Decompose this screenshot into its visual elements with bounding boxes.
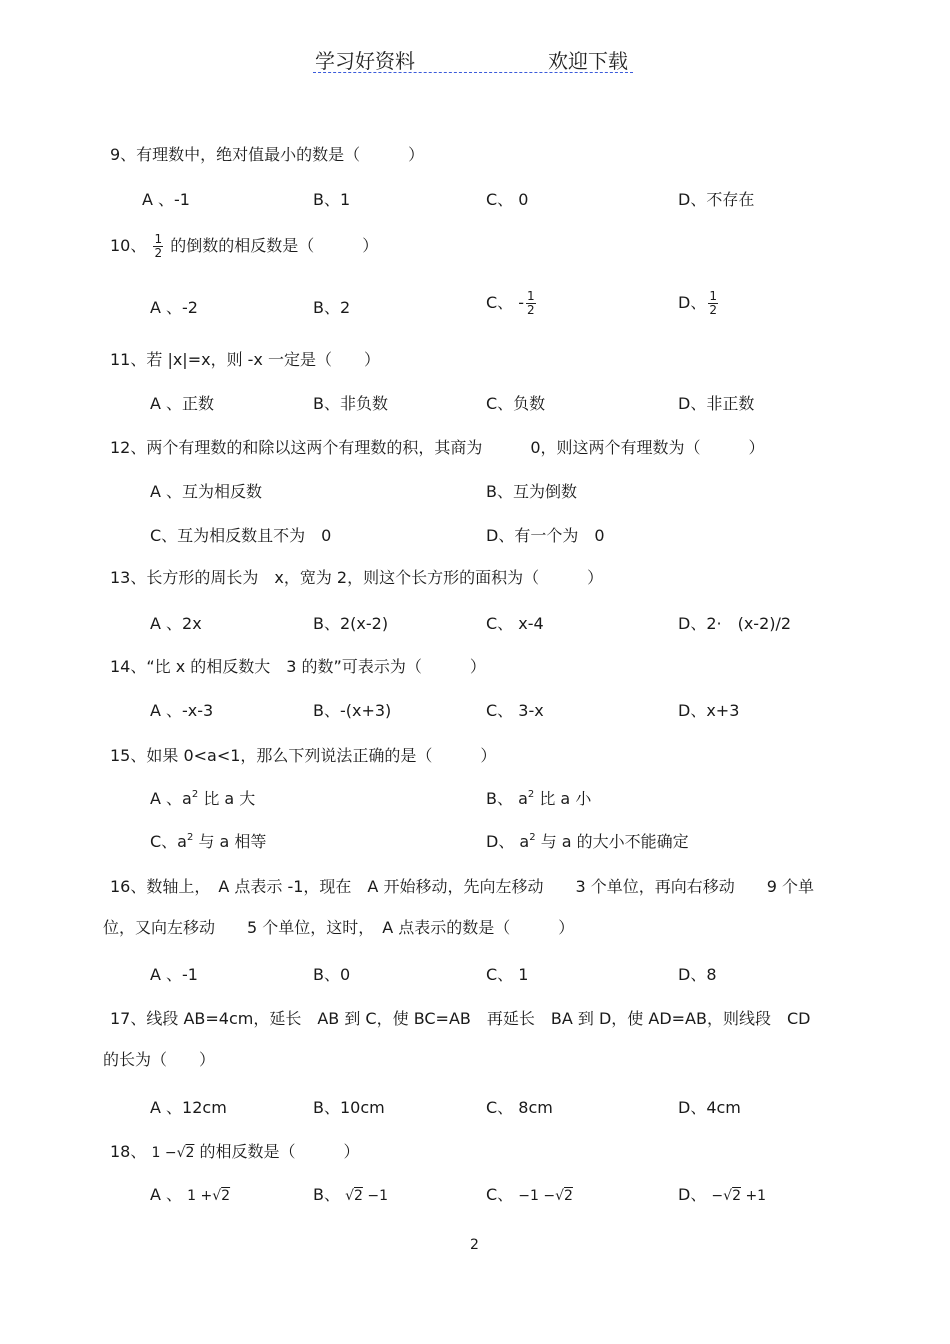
header-right: 欢迎下载: [548, 49, 628, 73]
q10-option-b: B、2: [313, 298, 351, 317]
q9-option-a: A 、-1: [142, 190, 190, 209]
q13-option-b: B、2(x-2): [313, 614, 389, 633]
q15-option-a: A 、$a^2$ 比 a 大: [150, 789, 256, 808]
q13-option-c: C、 x-4: [486, 614, 544, 633]
q10-option-d: D、 $\frac{1}{2}$: [678, 289, 717, 317]
q17-option-d: D、4cm: [678, 1098, 741, 1117]
header-divider: [313, 72, 633, 73]
q10-c-fraction: $\frac{1}{2}$: [527, 289, 535, 317]
q15-option-b: B、 $a^2$ 比 a 小: [486, 789, 592, 808]
question-18: 18、 1 −√2 的相反数是（ ）: [110, 1142, 360, 1161]
q10-fraction: $\frac{1}{2}$: [154, 232, 163, 260]
q18-expression: 1 −√2: [151, 1145, 195, 1161]
q10-option-a: A 、-2: [150, 298, 198, 317]
q10-option-c: C、 - $\frac{1}{2}$: [486, 289, 535, 317]
question-10: [110, 233, 378, 260]
q9-option-d: D、不存在: [678, 190, 755, 209]
question-17-line-1: 17、线段 AB=4cm，延长 AB 到 C，使 BC=AB 再延长 BA 到 D，使 AD=AB，则线段 CD: [110, 1009, 811, 1028]
q14-option-b: B、-(x+3): [313, 701, 392, 720]
question-13: 13、长方形的周长为 x，宽为 2，则这个长方形的面积为（ ）: [110, 568, 604, 587]
q16-option-b: B、0: [313, 965, 351, 984]
q9-option-b: B、1: [313, 190, 351, 209]
q14-option-d: D、x+3: [678, 701, 740, 720]
q12-option-a: A 、互为相反数: [150, 482, 263, 501]
q17-option-c: C、 8cm: [486, 1098, 553, 1117]
q13-option-d: D、2· (x-2)/2: [678, 614, 792, 633]
question-15: 15、如果 0<a<1，那么下列说法正确的是（ ）: [110, 746, 497, 765]
q13-option-a: A 、2x: [150, 614, 202, 633]
q12-option-d: D、有一个为 0: [486, 526, 605, 545]
q15-option-d: D、 $a^2$ 与 a 的大小不能确定: [486, 832, 689, 851]
q18-option-d: D、 −√2 +1: [678, 1185, 767, 1204]
question-11: 11、若 |x|=x，则 -x 一定是（ ）: [110, 350, 380, 369]
q11-option-c: C、负数: [486, 394, 546, 413]
q9-option-c: C、 0: [486, 190, 529, 209]
q18-option-a: A 、 1 +√2: [150, 1185, 231, 1204]
question-14: 14、“比 x 的相反数大 3 的数”可表示为（ ）: [110, 657, 486, 676]
q16-option-d: D、8: [678, 965, 717, 984]
page-number: 2: [470, 1237, 479, 1253]
q17-option-b: B、10cm: [313, 1098, 385, 1117]
q10-d-fraction: $\frac{1}{2}$: [709, 289, 717, 317]
q18-option-c: C、 −1 −√2: [486, 1185, 573, 1204]
q14-option-c: C、 3-x: [486, 701, 544, 720]
q18-option-b: B、 √2 −1: [313, 1185, 389, 1204]
q16-option-c: C、 1: [486, 965, 529, 984]
question-9: 9、有理数中，绝对值最小的数是（ ）: [110, 145, 425, 164]
q11-option-d: D、非正数: [678, 394, 755, 413]
question-16-line-1: 16、数轴上， A 点表示 -1，现在 A 开始移动，先向左移动 3 个单位，再向右移动 9 个单: [110, 877, 814, 896]
q10-stem: 的倒数的相反数是（ ）: [170, 236, 379, 255]
question-16-line-2: 位，又向左移动 5 个单位，这时， A 点表示的数是（ ）: [103, 918, 575, 937]
q10-number: 10、: [110, 236, 147, 255]
question-12: 12、两个有理数的和除以这两个有理数的积，其商为 0，则这两个有理数为（ ）: [110, 438, 765, 457]
question-17-line-2: 的长为（ ）: [103, 1050, 216, 1069]
q11-option-b: B、非负数: [313, 394, 388, 413]
q11-option-a: A 、正数: [150, 394, 215, 413]
q17-option-a: A 、12cm: [150, 1098, 227, 1117]
q12-option-c: C、互为相反数且不为 0: [150, 526, 332, 545]
q14-option-a: A 、-x-3: [150, 701, 214, 720]
q12-option-b: B、互为倒数: [486, 482, 577, 501]
q15-option-c: C、$a^2$ 与 a 相等: [150, 832, 267, 851]
header-left: 学习好资料: [315, 49, 415, 73]
q16-option-a: A 、-1: [150, 965, 198, 984]
